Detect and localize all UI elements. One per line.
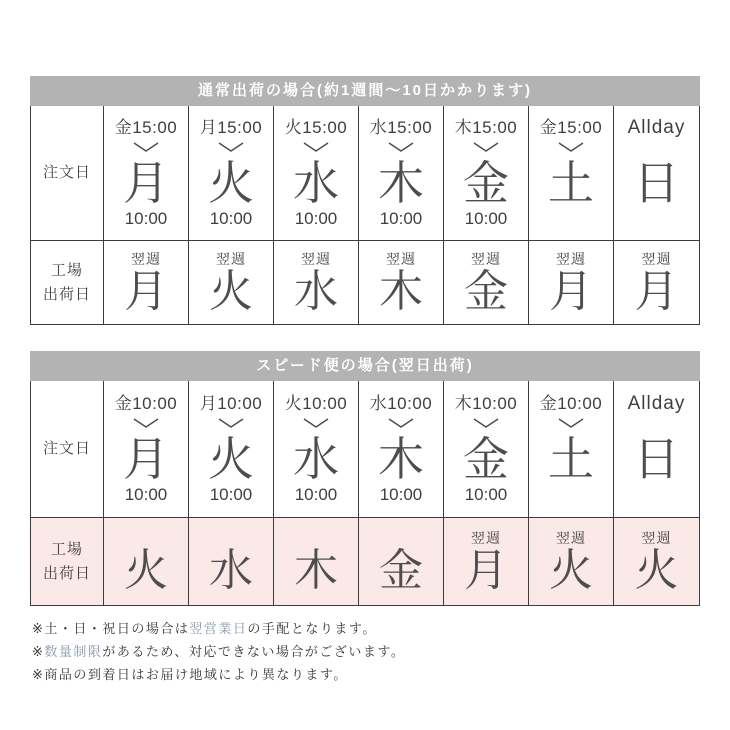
order-window-start: 月15:00 (199, 118, 263, 137)
note-text: ※土・日・祝日の場合は (32, 621, 190, 636)
order-cell-thu (359, 381, 444, 517)
note-text: ※商品の到着日はお届け地域により異なります。 (32, 667, 348, 682)
ship-cell (359, 517, 444, 605)
next-week-label: 翌週 (556, 250, 586, 267)
order-window-end: 10:00 (124, 485, 168, 504)
chevron-down-icon (218, 142, 244, 152)
order-day: 土 (548, 433, 594, 485)
ship-day: 火 (124, 545, 168, 595)
speed-shipping-grid (30, 381, 700, 606)
order-cell-wed (274, 106, 359, 240)
ship-day: 火 (209, 266, 253, 316)
ship-day: 金 (464, 266, 508, 316)
ship-cell (614, 240, 699, 324)
ship-day: 月 (549, 266, 593, 316)
ship-cell (274, 517, 359, 605)
ship-cell (444, 240, 529, 324)
ship-cell (104, 517, 189, 605)
chevron-down-icon (303, 418, 329, 428)
normal-shipping-grid (30, 106, 700, 325)
ship-cell (189, 240, 274, 324)
order-date-label (31, 106, 104, 240)
ship-day: 水 (294, 266, 338, 316)
ship-cell (529, 517, 614, 605)
order-window-end: 10:00 (209, 209, 253, 228)
note-holiday-handling (32, 617, 700, 640)
ship-cell (359, 240, 444, 324)
ship-day: 月 (634, 266, 679, 316)
ship-cell (189, 517, 274, 605)
ship-day: 月 (464, 545, 508, 595)
order-window-start: 金15:00 (114, 118, 178, 137)
factory-ship-label (31, 240, 104, 324)
order-day: 日 (633, 157, 680, 209)
order-window-end: 10:00 (294, 209, 338, 228)
order-window-start: Allday (627, 393, 686, 414)
ship-day: 月 (124, 266, 168, 316)
ship-day: 金 (379, 545, 423, 595)
order-window-start: 金15:00 (539, 118, 603, 137)
note-text: ※ (32, 644, 45, 659)
order-day: 木 (378, 157, 424, 209)
order-day: 土 (548, 157, 594, 209)
next-week-label: 翌週 (556, 529, 586, 546)
note-highlight: 数量制限 (44, 644, 103, 659)
next-week-label: 翌週 (471, 250, 501, 267)
ship-cell (104, 240, 189, 324)
speed-shipping-table (30, 351, 700, 606)
chevron-down-icon (473, 142, 499, 152)
order-day: 火 (208, 433, 254, 485)
order-cell-mon (104, 381, 189, 517)
factory-ship-label-line1: 工場 (50, 262, 83, 280)
ship-cell (529, 240, 614, 324)
chevron-down-icon (558, 418, 584, 428)
order-window-start: 火10:00 (284, 394, 348, 413)
normal-shipping-title: 通常出荷の場合(約1週間〜10日かかります) (30, 76, 700, 106)
next-week-label: 翌週 (641, 529, 672, 546)
chevron-down-icon (388, 142, 414, 152)
ship-cell (614, 517, 699, 605)
order-window-end: 10:00 (379, 485, 423, 504)
order-window-start: 水15:00 (369, 118, 433, 137)
order-window-start: 木15:00 (454, 118, 518, 137)
next-week-label: 翌週 (131, 250, 161, 267)
ship-cell (444, 517, 529, 605)
factory-ship-label-line2: 出荷日 (42, 564, 91, 582)
chevron-down-icon (388, 418, 414, 428)
order-cell-sat (529, 381, 614, 517)
order-window-end: 10:00 (294, 485, 338, 504)
chevron-down-icon (473, 418, 499, 428)
ship-day: 木 (294, 545, 338, 595)
order-cell-fri (444, 106, 529, 240)
order-window-start: Allday (627, 117, 686, 138)
order-window-end: 10:00 (379, 209, 423, 228)
order-cell-thu (359, 106, 444, 240)
chevron-down-icon (558, 142, 584, 152)
chevron-down-icon (133, 418, 159, 428)
order-window-start: 月10:00 (199, 394, 263, 413)
order-window-start: 金10:00 (114, 394, 178, 413)
order-cell-sat (529, 106, 614, 240)
order-date-label-text: 注文日 (42, 440, 91, 458)
chevron-down-icon (218, 418, 244, 428)
footnotes (30, 617, 700, 686)
order-day: 月 (123, 433, 169, 485)
ship-day: 火 (634, 545, 679, 595)
note-arrival-date (32, 663, 700, 686)
note-text: があるため、対応できない場合がございます。 (102, 644, 406, 659)
order-window-end: 10:00 (464, 485, 508, 504)
order-date-label-text: 注文日 (42, 164, 91, 182)
ship-day: 水 (209, 545, 253, 595)
next-week-label: 翌週 (471, 529, 501, 546)
note-quantity-limit (32, 640, 700, 663)
next-week-label: 翌週 (301, 250, 331, 267)
chevron-down-icon (133, 142, 159, 152)
speed-shipping-title: スピード便の場合(翌日出荷) (30, 351, 700, 381)
ship-day: 火 (549, 545, 593, 595)
next-week-label: 翌週 (216, 250, 246, 267)
order-day: 水 (293, 157, 339, 209)
order-cell-sun (614, 381, 699, 517)
normal-shipping-table (30, 76, 700, 325)
order-window-end: 10:00 (209, 485, 253, 504)
order-date-label (31, 381, 104, 517)
factory-ship-label-line2: 出荷日 (42, 285, 91, 303)
order-cell-wed (274, 381, 359, 517)
order-day: 金 (463, 433, 509, 485)
order-cell-mon (104, 106, 189, 240)
factory-ship-label (31, 517, 104, 605)
order-cell-tue (189, 106, 274, 240)
order-cell-sun (614, 106, 699, 240)
order-window-start: 水10:00 (369, 394, 433, 413)
next-week-label: 翌週 (641, 250, 672, 267)
note-highlight: 翌営業日 (189, 621, 248, 636)
ship-cell (274, 240, 359, 324)
note-text: の手配となります。 (247, 621, 377, 636)
order-cell-fri (444, 381, 529, 517)
order-window-start: 木10:00 (454, 394, 518, 413)
order-day: 金 (463, 157, 509, 209)
next-week-label: 翌週 (386, 250, 416, 267)
factory-ship-label-line1: 工場 (50, 541, 83, 559)
order-day: 火 (208, 157, 254, 209)
order-cell-tue (189, 381, 274, 517)
ship-day: 木 (379, 266, 423, 316)
order-window-end: 10:00 (124, 209, 168, 228)
order-day: 日 (633, 433, 680, 485)
order-window-start: 金10:00 (539, 394, 603, 413)
order-day: 木 (378, 433, 424, 485)
order-window-start: 火15:00 (284, 118, 348, 137)
chevron-down-icon (303, 142, 329, 152)
order-day: 月 (123, 157, 169, 209)
order-window-end: 10:00 (464, 209, 508, 228)
order-day: 水 (293, 433, 339, 485)
